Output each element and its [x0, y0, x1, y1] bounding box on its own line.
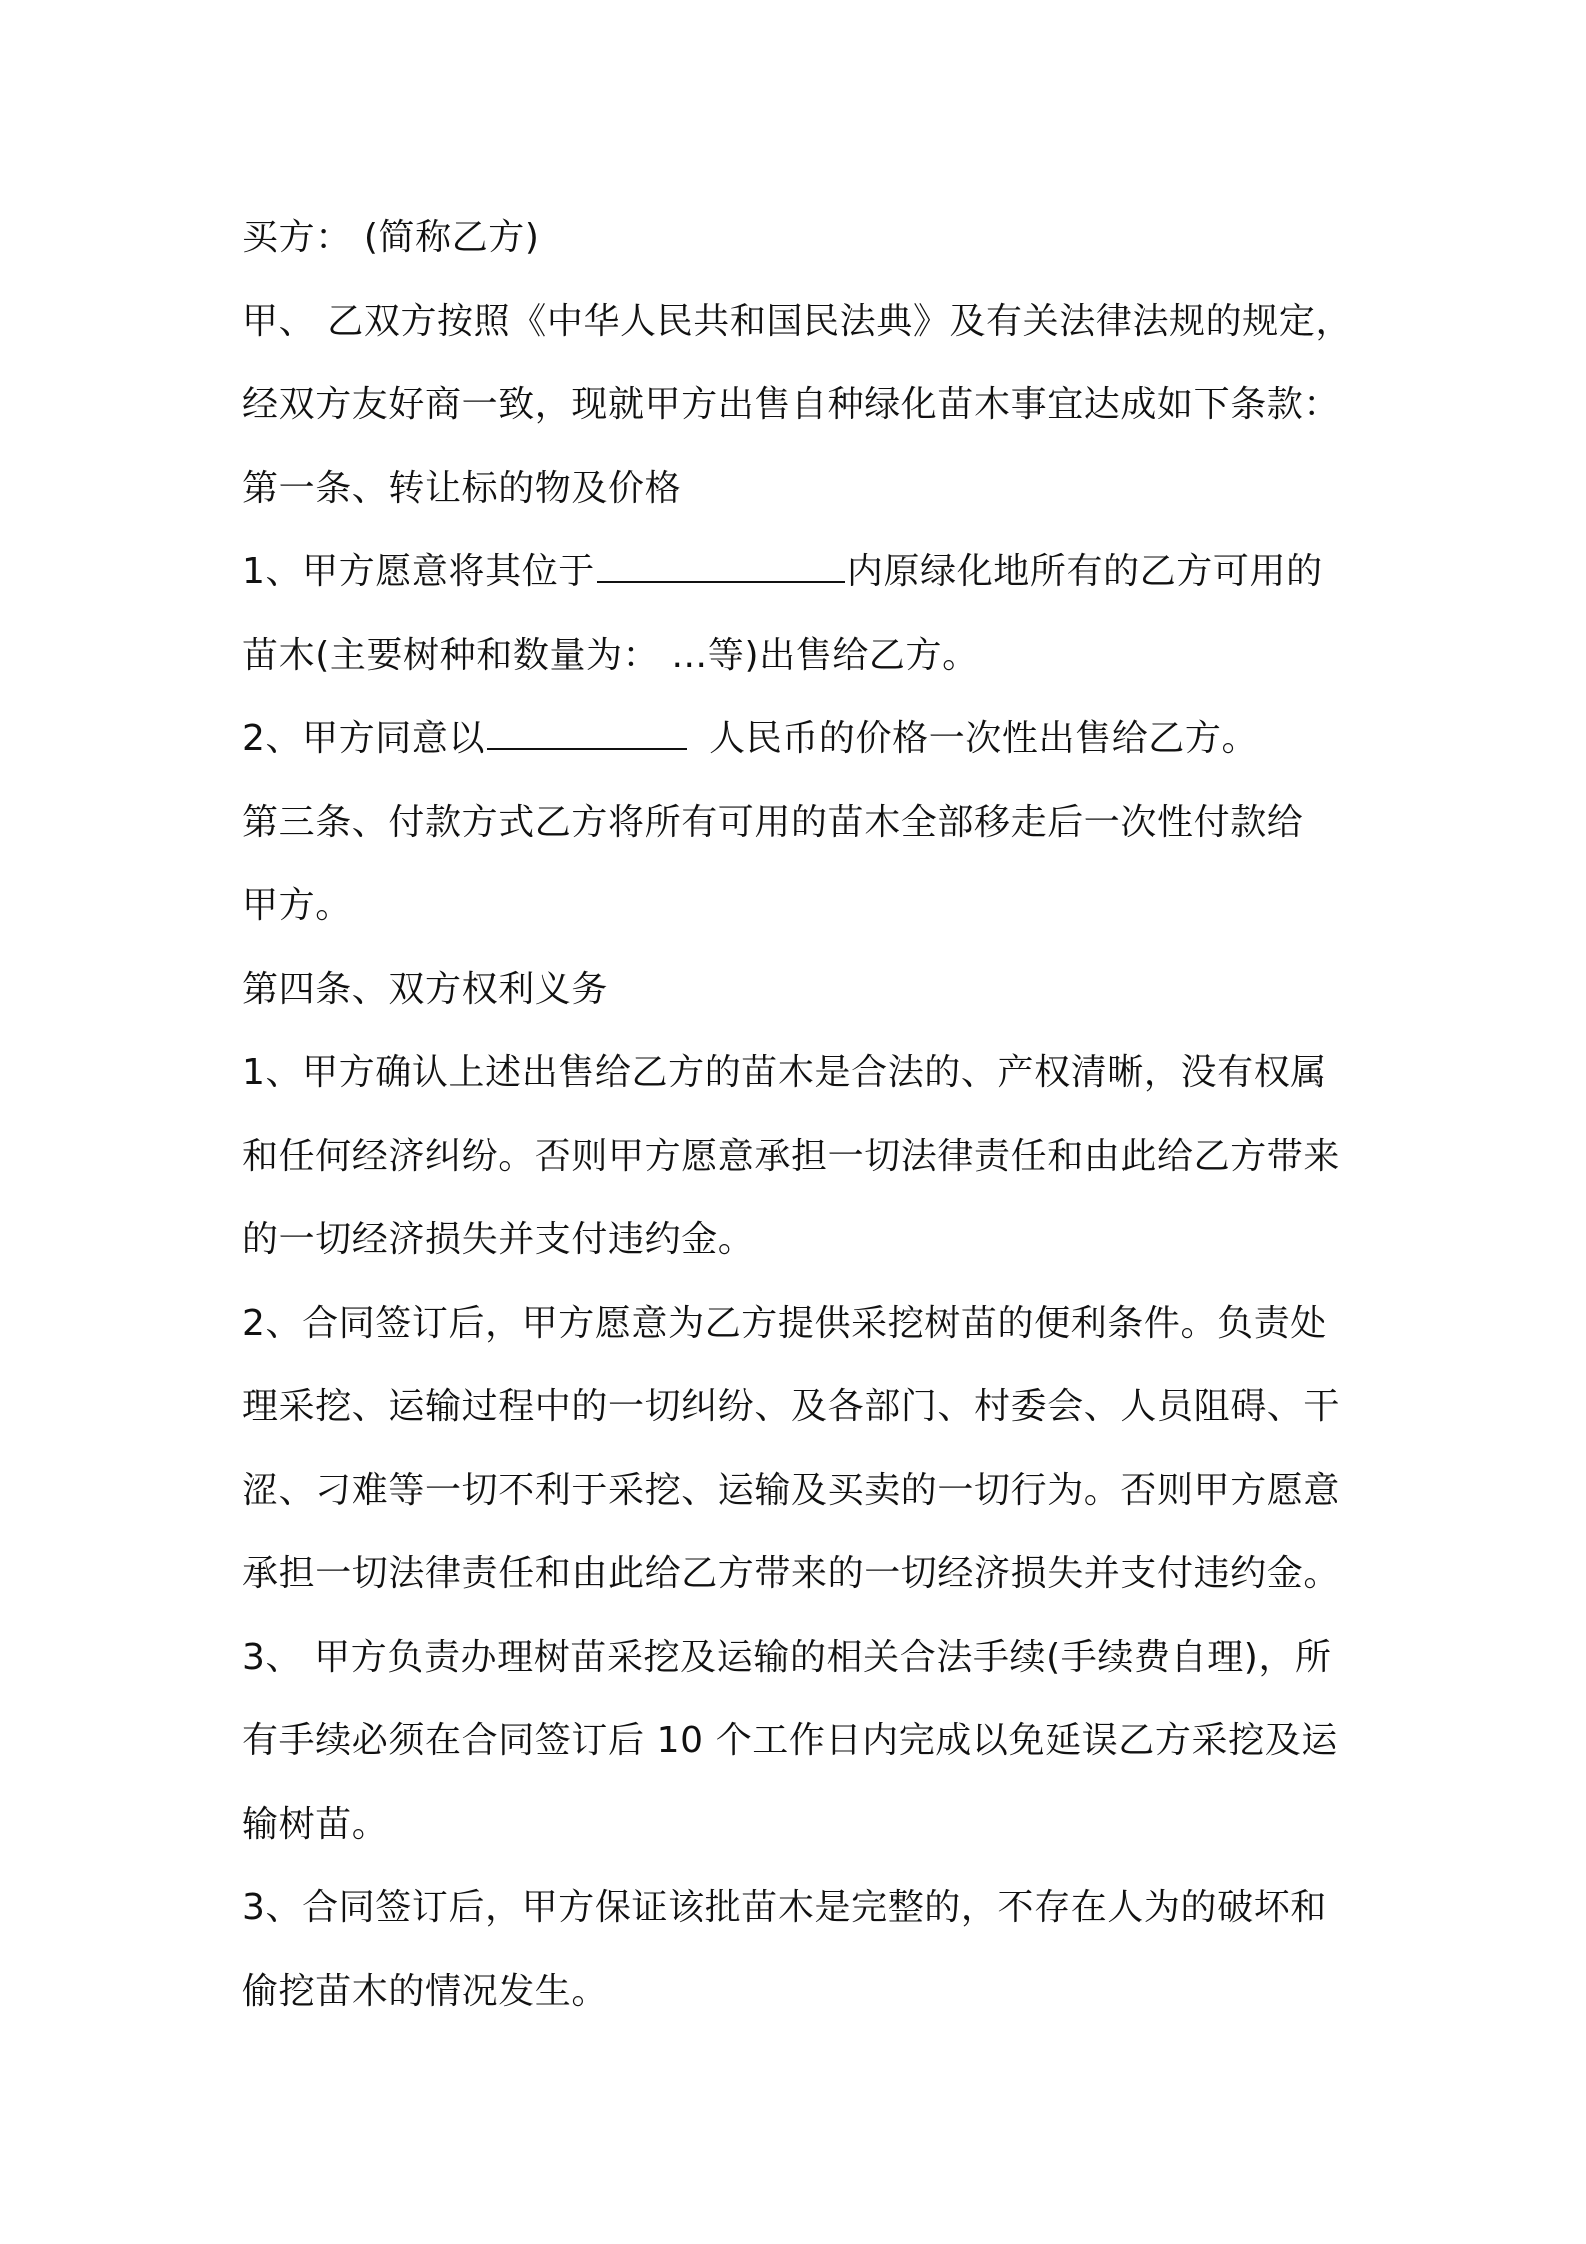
clause-4-2-line-1: 2、合同签订后，甲方愿意为乙方提供采挖树苗的便利条件。负责处 — [242, 1302, 1327, 1344]
article-3-line-1: 第三条、付款方式乙方将所有可用的苗木全部移走后一次性付款给 — [242, 801, 1304, 843]
clause-4-3-line-2: 有手续必须在合同签订后 10 个工作日内完成以免延误乙方采挖及运 — [242, 1720, 1338, 1761]
clause-1-2-line — [242, 697, 1352, 781]
clause-1-1-text-after: 内原绿化地所有的乙方可用的 — [846, 551, 1323, 592]
buyer-line: 买方： (简称乙方) — [242, 217, 540, 258]
clause-1-1-text-before: 1、甲方愿意将其位于 — [242, 551, 595, 592]
clause-4-2-line-4: 承担一切法律责任和由此给乙方带来的一切经济损失并支付违约金。 — [242, 1553, 1341, 1594]
article-1-heading: 第一条、转让标的物及价格 — [242, 467, 682, 509]
clause-4-1-line-3: 的一切经济损失并支付违约金。 — [242, 1219, 755, 1260]
price-blank — [487, 718, 687, 750]
document-body — [242, 196, 1352, 2033]
clause-1-2-text-after: 人民币的价格一次性出售给乙方。 — [709, 718, 1259, 759]
clause-1-1-line-1 — [242, 530, 1352, 614]
clause-4-1-line-1: 1、甲方确认上述出售给乙方的苗木是合法的、产权清晰，没有权属 — [242, 1052, 1327, 1093]
clause-4-3-line-1: 3、 甲方负责办理树苗采挖及运输的相关合法手续(手续费自理)，所 — [242, 1636, 1332, 1678]
preamble-line-1: 甲、 乙双方按照《中华人民共和国民法典》及有关法律法规的规定， — [242, 300, 1353, 342]
clause-4-3-line-3: 输树苗。 — [242, 1803, 389, 1845]
clause-4-1-line-2: 和任何经济纠纷。否则甲方愿意承担一切法律责任和由此给乙方带来 — [242, 1135, 1341, 1177]
clause-4-4-line-2: 偷挖苗木的情况发生。 — [242, 1970, 609, 2012]
article-3-line-2: 甲方。 — [242, 885, 352, 926]
clause-4-4-line-1: 3、合同签订后，甲方保证该批苗木是完整的，不存在人为的破坏和 — [242, 1887, 1327, 1928]
clause-1-1-line-2: 苗木(主要树种和数量为： …等)出售给乙方。 — [242, 634, 979, 676]
clause-4-2-line-2: 理采挖、运输过程中的一切纠纷、及各部门、村委会、人员阻碍、干 — [242, 1386, 1341, 1427]
clause-4-2-line-3: 涩、刁难等一切不利于采挖、运输及买卖的一切行为。否则甲方愿意 — [242, 1469, 1341, 1511]
clause-1-2-text-before: 2、甲方同意以 — [242, 718, 486, 759]
preamble-line-2: 经双方友好商一致，现就甲方出售自种绿化苗木事宜达成如下条款： — [242, 384, 1341, 425]
article-4-heading: 第四条、双方权利义务 — [242, 968, 609, 1010]
location-blank — [597, 551, 845, 583]
